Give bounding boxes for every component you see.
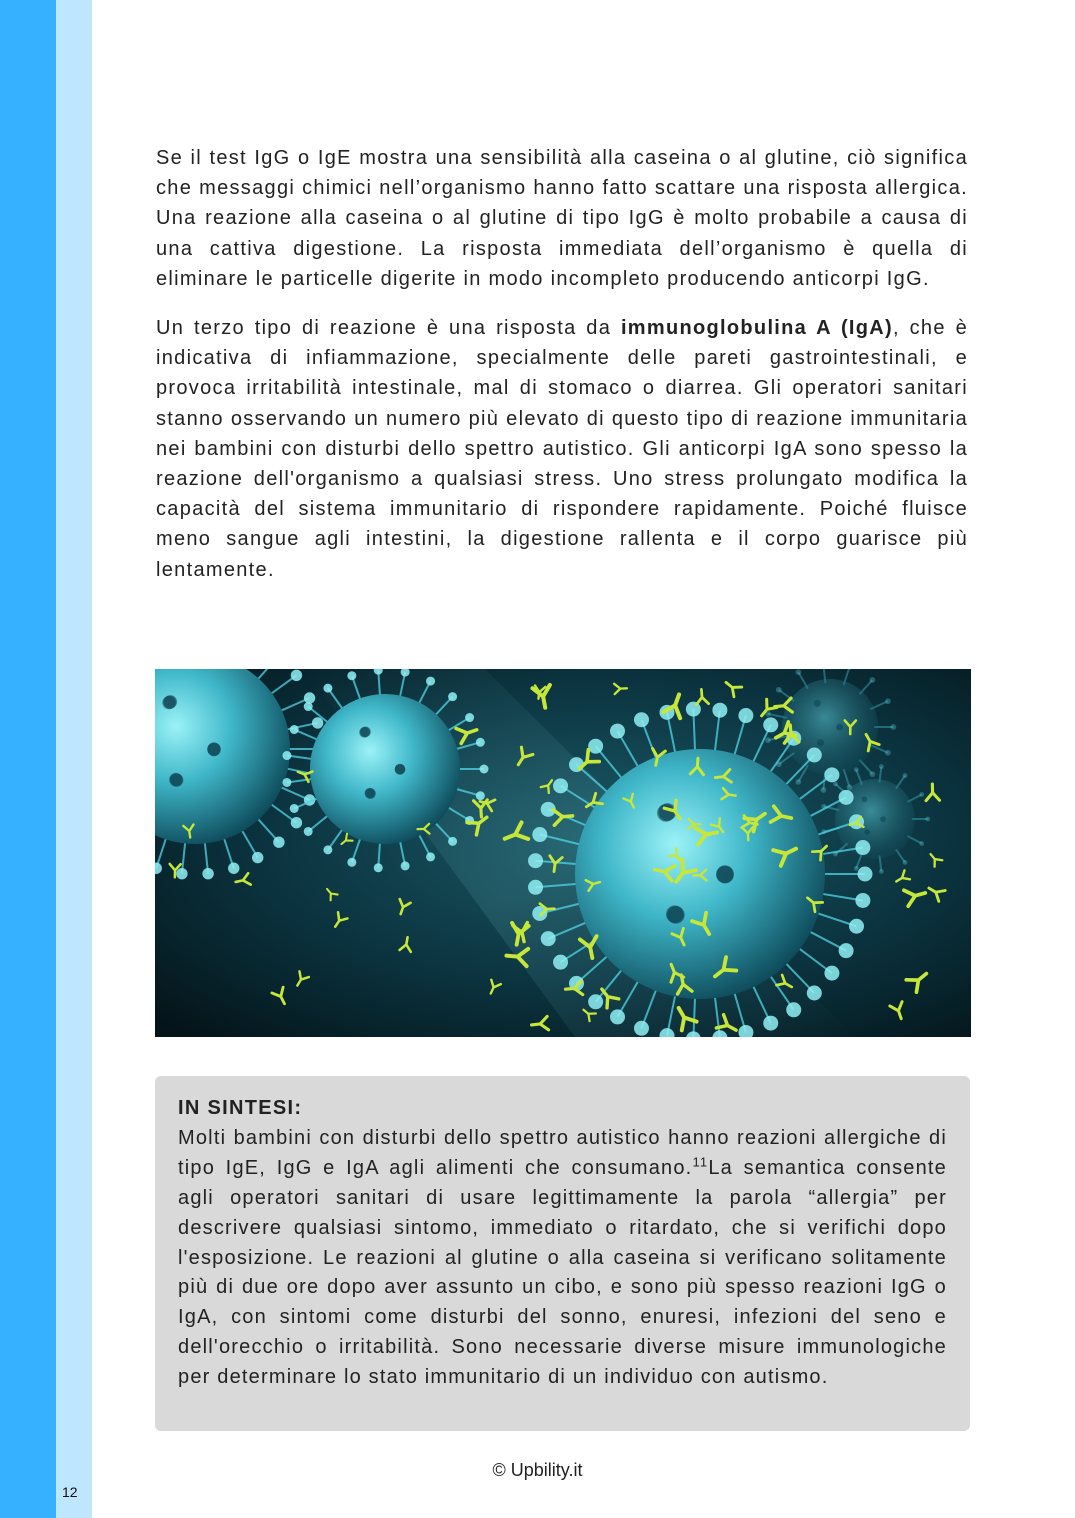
summary-text-start: Molti bambini con disturbi dello spettro autistico hanno reazioni allergiche di tipo IgE, IgG e IgA agli alimenti che consumano. (178, 1126, 947, 1179)
summary-title: IN SINTESI: (178, 1097, 303, 1119)
virus-antibodies-icon (155, 669, 971, 1037)
paragraph-2-bold-term: immunoglobulina A (IgA) (620, 317, 893, 340)
virus-illustration (155, 669, 971, 1037)
summary-box (155, 1076, 970, 1431)
side-stripe-light (56, 0, 92, 1518)
side-stripe-dark (0, 0, 56, 1518)
summary-text (178, 1124, 947, 1393)
paragraph-1: Se il test IgG o IgE mostra una sensibilità alla caseina o al glutine, ciò significa che messaggi chimici nell’organismo hanno fatto scattare una risposta allergica. Una reazione alla caseina o al glutine di tipo IgG è molto probabile a causa di una cattiva digestione. La risposta immediata dell’organismo è quella di eliminare le particelle digerite in modo incompleto producendo anticorpi IgG. (156, 147, 968, 290)
footnote-reference: 11 (692, 1154, 709, 1170)
summary-text-rest: La semantica consente agli operatori sanitari di usare legittimamente la parola “allergia” per descrivere qualsiasi sintomo, immediato o ritardato, che si verifichi dopo l'esposizione. Le reazioni al glutine o alla caseina si verificano solitamente più di due ore dopo aver assunto un cibo, e sono più spesso reazioni IgG o IgA, con sintomi come disturbi del sonno, enuresi, infezioni del seno e dell'orecchio o irritabilità. Sono necessarie diverse misure immunologiche per determinare lo stato immunitario di un individuo con autismo. (178, 1156, 948, 1389)
paragraph-2-rest: , che è indicativa di infiammazione, specialmente delle pareti gastrointestinali, e provoca irritabilità intestinale, mal di stomaco o diarrea. Gli operatori sanitari stanno osservando un numero più elevato di questo tipo di reazione immunitaria nei bambini con disturbi dello spettro autistico. Gli anticorpi IgA sono spesso la reazione dell'organismo a qualsiasi stress. Uno stress prolungato modifica la capacità del sistema immunitario di rispondere rapidamente. Poiché fluisce meno sangue agli intestini, la digestione rallenta e il corpo guarisce più lentamente. (156, 317, 968, 581)
footer-copyright: © Upbility.it (492, 1460, 583, 1480)
main-content (156, 143, 968, 585)
paragraph-2-start: Un terzo tipo di reazione è una risposta da (156, 317, 621, 340)
page-number: 12 (62, 1484, 78, 1500)
paragraph-2 (156, 313, 968, 585)
